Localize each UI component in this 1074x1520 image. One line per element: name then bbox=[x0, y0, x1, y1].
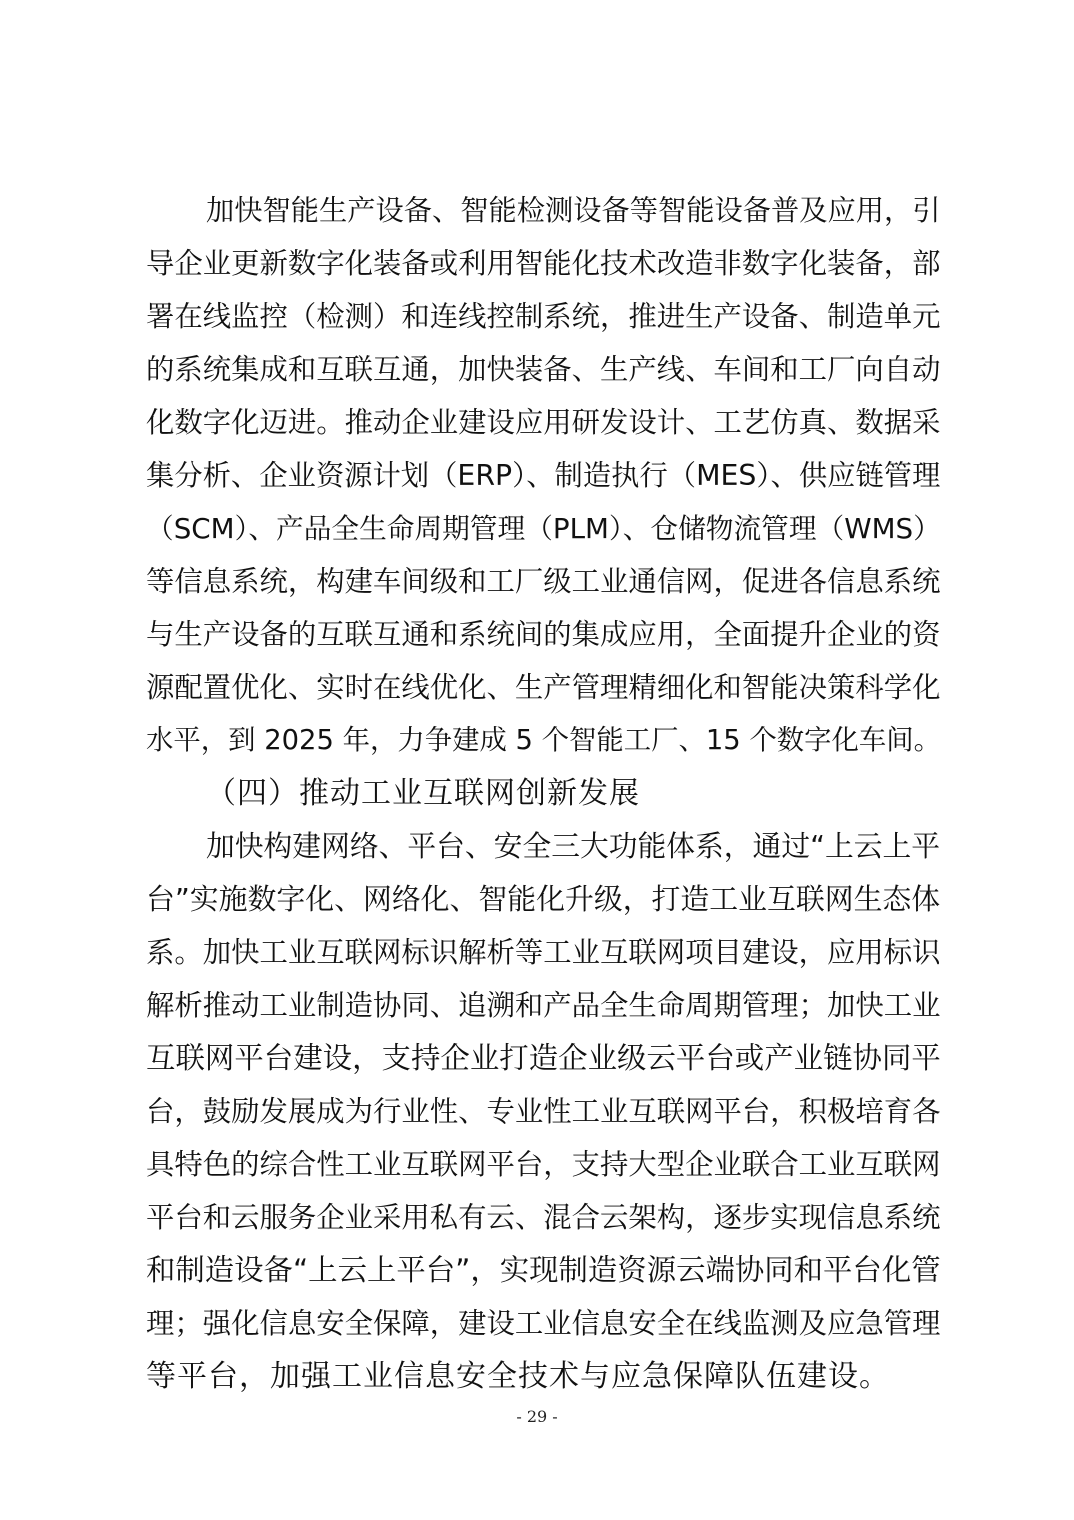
paragraph-line: 解析推动工业制造协同、追溯和产品全生命周期管理；加快工业 bbox=[146, 989, 941, 1022]
paragraph-line: 化数字化迈进。推动企业建设应用研发设计、工艺仿真、数据采 bbox=[146, 406, 941, 439]
paragraph-line: 的系统集成和互联互通，加快装备、生产线、车间和工厂向自动 bbox=[146, 353, 941, 386]
paragraph-line: 等平台，加强工业信息安全技术与应急保障队伍建设。 bbox=[146, 1359, 890, 1394]
paragraph-line: 平台和云服务企业采用私有云、混合云架构，逐步实现信息系统 bbox=[146, 1201, 941, 1234]
paragraph-line: 导企业更新数字化装备或利用智能化技术改造非数字化装备，部 bbox=[146, 247, 941, 280]
paragraph-line: 水平，到 2025 年，力争建成 5 个智能工厂、15 个数字化车间。 bbox=[146, 725, 942, 756]
page-number: - 29 - bbox=[516, 1407, 558, 1426]
paragraph-line: 具特色的综合性工业互联网平台，支持大型企业联合工业互联网 bbox=[146, 1148, 941, 1181]
paragraph-line: 互联网平台建设，支持企业打造企业级云平台或产业链协同平 bbox=[146, 1041, 941, 1075]
paragraph-line: 集分析、企业资源计划（ERP）、制造执行（MES）、供应链管理 bbox=[146, 459, 941, 492]
paragraph-line: （SCM）、产品全生命周期管理（PLM）、仓储物流管理（WMS） bbox=[146, 512, 941, 545]
paragraph-line: 与生产设备的互联互通和系统间的集成应用，全面提升企业的资 bbox=[146, 618, 941, 651]
paragraph-line: 加快构建网络、平台、安全三大功能体系，通过“上云上平 bbox=[206, 829, 941, 863]
paragraph-line: 台”实施数字化、网络化、智能化升级，打造工业互联网生态体 bbox=[146, 882, 941, 916]
paragraph-line: 等信息系统，构建车间级和工厂级工业通信网，促进各信息系统 bbox=[146, 565, 941, 598]
paragraph-line: 署在线监控（检测）和连线控制系统，推进生产设备、制造单元 bbox=[146, 300, 941, 333]
paragraph-line: 源配置优化、实时在线优化、生产管理精细化和智能决策科学化 bbox=[146, 671, 941, 704]
paragraph-line: 加快智能生产设备、智能检测设备等智能设备普及应用，引 bbox=[206, 194, 941, 227]
paragraph-line: 系。加快工业互联网标识解析等工业互联网项目建设，应用标识 bbox=[146, 936, 941, 969]
paragraph-line: 台，鼓励发展成为行业性、专业性工业互联网平台，积极培育各 bbox=[146, 1095, 941, 1128]
paragraph-line: 理；强化信息安全保障，建设工业信息安全在线监测及应急管理 bbox=[146, 1307, 941, 1340]
section-heading: （四）推动工业互联网创新发展 bbox=[206, 776, 640, 811]
paragraph-line: 和制造设备“上云上平台”，实现制造资源云端协同和平台化管 bbox=[146, 1253, 941, 1287]
